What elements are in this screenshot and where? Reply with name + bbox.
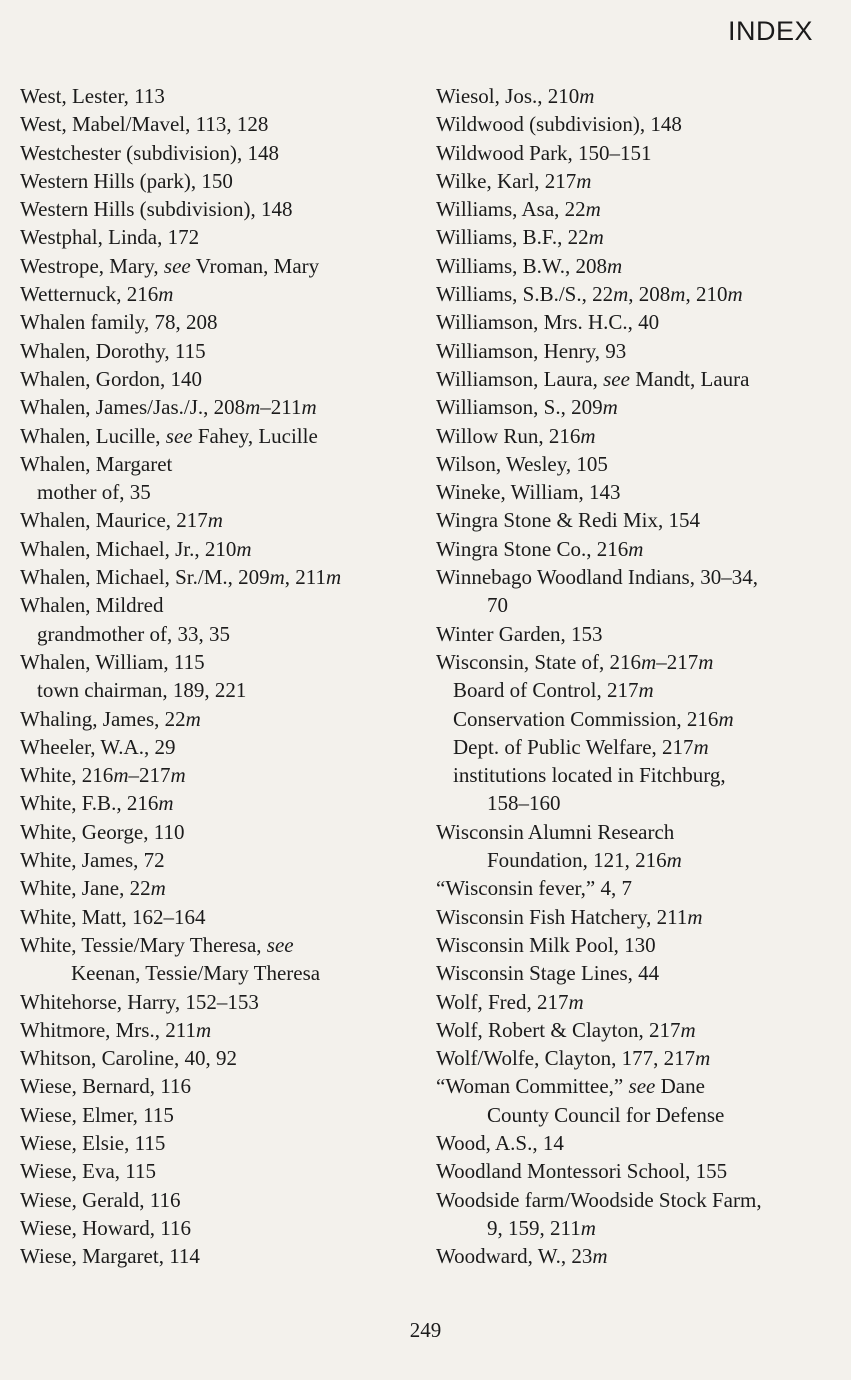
- entry-text: Wiese, Eva, 115: [20, 1159, 156, 1184]
- index-entry: [436, 959, 836, 987]
- italic-text: m: [592, 1244, 608, 1269]
- index-entry: [436, 1157, 836, 1185]
- index-entry: [436, 450, 836, 478]
- index-entry: [20, 874, 420, 902]
- entry-text: Winnebago Woodland Indians, 30–34,: [436, 565, 758, 590]
- entry-text: –217: [128, 763, 171, 788]
- entry-text: Whalen, Mildred: [20, 593, 164, 618]
- entry-text: Wingra Stone & Redi Mix, 154: [436, 508, 700, 533]
- entry-text: White, 216: [20, 763, 114, 788]
- entry-text: Williamson, Henry, 93: [436, 338, 627, 363]
- index-entry: [20, 139, 420, 167]
- entry-text: Whalen, William, 115: [20, 649, 205, 674]
- entry-text: Wisconsin Fish Hatchery, 211: [436, 904, 688, 929]
- index-entry: [436, 393, 836, 421]
- index-entry: [20, 195, 420, 223]
- entry-text: 9, 159, 211: [487, 1215, 581, 1240]
- entry-text: Whaling, James, 22: [20, 706, 186, 731]
- index-column-right: [436, 82, 836, 1270]
- italic-text: m: [580, 1215, 596, 1240]
- index-entry: [436, 1129, 836, 1157]
- italic-text: m: [666, 848, 682, 873]
- index-entry: [20, 82, 420, 110]
- index-entry: [20, 223, 420, 251]
- entry-text: 70: [487, 593, 508, 618]
- index-entry: [436, 365, 836, 393]
- index-entry: [436, 931, 836, 959]
- entry-text: Williamson, Mrs. H.C., 40: [436, 310, 660, 335]
- italic-text: see: [163, 253, 191, 278]
- italic-text: m: [602, 395, 618, 420]
- index-subentry: [436, 705, 836, 733]
- entry-text: Wisconsin Stage Lines, 44: [436, 961, 660, 986]
- index-entry: [20, 252, 420, 280]
- entry-text: White, Jane, 22: [20, 876, 151, 901]
- index-subentry: [436, 846, 836, 874]
- italic-text: m: [568, 989, 584, 1014]
- entry-text: Foundation, 121, 216: [487, 848, 667, 873]
- index-entry: [20, 1016, 420, 1044]
- italic-text: m: [195, 1017, 212, 1042]
- entry-text: grandmother of, 33, 35: [37, 621, 231, 646]
- entry-text: 158–160: [487, 791, 561, 816]
- entry-text: , 208: [628, 282, 671, 307]
- index-entry: [20, 903, 420, 931]
- index-subentry: [436, 676, 836, 704]
- italic-text: m: [326, 565, 342, 590]
- entry-text: Westphal, Linda, 172: [20, 225, 200, 250]
- entry-text: Wilson, Wesley, 105: [436, 451, 608, 476]
- entry-text: Wiese, Elsie, 115: [20, 1130, 166, 1155]
- index-subentry: [436, 789, 836, 817]
- index-entry: [20, 422, 420, 450]
- italic-text: m: [158, 282, 174, 307]
- entry-text: Western Hills (park), 150: [20, 168, 233, 193]
- italic-text: m: [576, 168, 592, 193]
- entry-text: White, Matt, 162–164: [20, 904, 206, 929]
- index-entry: [20, 1072, 420, 1100]
- index-subentry: [436, 591, 836, 619]
- entry-text: Whitmore, Mrs., 211: [20, 1017, 196, 1042]
- italic-text: m: [579, 84, 595, 108]
- index-entry: [436, 988, 836, 1016]
- italic-text: m: [718, 706, 734, 731]
- index-entry: [20, 1044, 420, 1072]
- entry-text: Whalen, James/Jas./J., 208: [20, 395, 246, 420]
- index-entry: [20, 648, 420, 676]
- index-entry: [436, 82, 836, 110]
- entry-text: Whalen family, 78, 208: [20, 310, 218, 335]
- italic-text: m: [687, 904, 703, 929]
- entry-text: Fahey, Lucille: [192, 423, 318, 448]
- index-column-left: [20, 82, 420, 1270]
- index-entry: [20, 1214, 420, 1242]
- index-entry: [436, 1072, 836, 1100]
- index-entry: [20, 308, 420, 336]
- entry-text: White, F.B., 216: [20, 791, 159, 816]
- entry-text: Whalen, Michael, Sr./M., 209: [20, 565, 270, 590]
- index-entry: [436, 478, 836, 506]
- entry-text: Wiese, Margaret, 114: [20, 1244, 200, 1269]
- italic-text: m: [207, 508, 223, 533]
- index-entry: [20, 988, 420, 1016]
- index-entry: [436, 818, 836, 846]
- entry-text: Wiesol, Jos., 210: [436, 84, 580, 108]
- entry-text: Wood, A.S., 14: [436, 1130, 564, 1155]
- index-subentry: [20, 620, 420, 648]
- index-subentry: [436, 733, 836, 761]
- italic-text: see: [603, 366, 630, 391]
- index-entry: [436, 223, 836, 251]
- index-entry: [20, 818, 420, 846]
- entry-text: Whalen, Lucille,: [20, 423, 166, 448]
- italic-text: m: [727, 282, 743, 307]
- page-header-title: INDEX: [727, 16, 813, 46]
- entry-text: County Council for Defense: [487, 1102, 725, 1127]
- entry-text: institutions located in Fitchburg,: [453, 763, 726, 788]
- entry-text: Board of Control, 217: [453, 678, 639, 703]
- entry-text: Wisconsin Milk Pool, 130: [436, 932, 656, 957]
- entry-text: , 210: [685, 282, 728, 307]
- index-entry: [436, 535, 836, 563]
- italic-text: see: [266, 932, 294, 957]
- entry-text: Wiese, Bernard, 116: [20, 1074, 191, 1099]
- entry-text: town chairman, 189, 221: [37, 678, 247, 703]
- index-entry: [436, 1044, 836, 1072]
- italic-text: m: [693, 734, 709, 759]
- entry-text: Wolf, Robert & Clayton, 217: [436, 1017, 681, 1042]
- entry-text: West, Lester, 113: [20, 84, 165, 108]
- index-entry: [20, 733, 420, 761]
- index-entry: [20, 931, 420, 959]
- index-entry: [436, 139, 836, 167]
- index-entry: [436, 167, 836, 195]
- entry-text: Williams, B.F., 22: [436, 225, 589, 250]
- index-entry: [436, 252, 836, 280]
- italic-text: m: [588, 225, 604, 250]
- italic-text: m: [580, 423, 596, 448]
- index-entry: [20, 167, 420, 195]
- entry-text: Westrope, Mary,: [20, 253, 164, 278]
- index-entry: [20, 280, 420, 308]
- index-entry: [436, 422, 836, 450]
- italic-text: m: [641, 649, 657, 674]
- entry-text: Wilke, Karl, 217: [436, 168, 577, 193]
- index-entry: [20, 761, 420, 789]
- entry-text: Wetternuck, 216: [20, 282, 159, 307]
- italic-text: m: [150, 876, 166, 901]
- italic-text: m: [670, 282, 686, 307]
- index-entry: [20, 1129, 420, 1157]
- entry-text: Whitehorse, Harry, 152–153: [20, 989, 259, 1014]
- entry-text: Vroman, Mary: [190, 253, 320, 278]
- entry-text: White, James, 72: [20, 848, 165, 873]
- entry-text: Wineke, William, 143: [436, 480, 621, 505]
- index-entry: [436, 1186, 836, 1214]
- entry-text: Westchester (subdivision), 148: [20, 140, 280, 165]
- entry-text: Wildwood Park, 150–151: [436, 140, 652, 165]
- index-entry: [436, 308, 836, 336]
- index-entry: [20, 789, 420, 817]
- index-entry: [436, 620, 836, 648]
- entry-text: Williams, S.B./S., 22: [436, 282, 614, 307]
- entry-text: “Wisconsin fever,” 4, 7: [436, 876, 632, 901]
- italic-text: m: [613, 282, 629, 307]
- index-entry: [20, 337, 420, 365]
- index-entry: [20, 846, 420, 874]
- entry-text: Wildwood (subdivision), 148: [436, 112, 682, 137]
- index-subentry: [436, 761, 836, 789]
- entry-text: Wiese, Gerald, 116: [20, 1187, 181, 1212]
- index-entry: [436, 337, 836, 365]
- index-entry: [436, 563, 836, 591]
- entry-text: Woodland Montessori School, 155: [436, 1159, 728, 1184]
- italic-text: m: [301, 395, 317, 420]
- index-entry: [20, 393, 420, 421]
- entry-text: Wheeler, W.A., 29: [20, 734, 176, 759]
- entry-text: Wisconsin, State of, 216: [436, 649, 642, 674]
- italic-text: m: [170, 763, 186, 788]
- index-entry: [436, 903, 836, 931]
- index-entry: [20, 563, 420, 591]
- entry-text: Wolf, Fred, 217: [436, 989, 569, 1014]
- entry-text: –211: [260, 395, 302, 420]
- index-entry: [20, 506, 420, 534]
- entry-text: White, George, 110: [20, 819, 185, 844]
- entry-text: Woodside farm/Woodside Stock Farm,: [436, 1187, 762, 1212]
- entry-text: White, Tessie/Mary Theresa,: [20, 932, 267, 957]
- index-subentry: [436, 1214, 836, 1242]
- index-entry: [436, 648, 836, 676]
- entry-text: Western Hills (subdivision), 148: [20, 197, 293, 222]
- entry-text: Whalen, Gordon, 140: [20, 366, 202, 391]
- entry-text: Dept. of Public Welfare, 217: [453, 734, 694, 759]
- index-entry: [20, 535, 420, 563]
- entry-text: Williamson, S., 209: [436, 395, 603, 420]
- italic-text: m: [695, 1046, 711, 1071]
- entry-text: “Woman Committee,”: [436, 1074, 629, 1099]
- index-subentry: [20, 676, 420, 704]
- entry-text: Conservation Commission, 216: [453, 706, 719, 731]
- index-entry: [20, 110, 420, 138]
- index-entry: [436, 195, 836, 223]
- index-entry: [436, 110, 836, 138]
- entry-text: Willow Run, 216: [436, 423, 581, 448]
- entry-text: Whalen, Maurice, 217: [20, 508, 208, 533]
- entry-text: Whalen, Margaret: [20, 451, 173, 476]
- entry-text: Whitson, Caroline, 40, 92: [20, 1046, 237, 1071]
- index-entry: [20, 450, 420, 478]
- entry-text: , 211: [284, 565, 327, 590]
- entry-text: Whalen, Michael, Jr., 210: [20, 536, 237, 561]
- index-entry: [436, 280, 836, 308]
- index-entry: [436, 1242, 836, 1270]
- index-subentry: [20, 478, 420, 506]
- entry-text: Woodward, W., 23: [436, 1244, 593, 1269]
- italic-text: see: [165, 423, 193, 448]
- italic-text: m: [585, 197, 601, 222]
- italic-text: m: [269, 565, 285, 590]
- entry-text: Wolf/Wolfe, Clayton, 177, 217: [436, 1046, 696, 1071]
- italic-text: m: [158, 791, 174, 816]
- index-entry: [20, 591, 420, 619]
- entry-text: Mandt, Laura: [629, 366, 750, 391]
- index-entry: [20, 1101, 420, 1129]
- entry-text: –217: [656, 649, 699, 674]
- italic-text: m: [607, 253, 623, 278]
- index-entry: [20, 1186, 420, 1214]
- italic-text: m: [236, 536, 252, 561]
- index-entry: [20, 705, 420, 733]
- entry-text: Williams, Asa, 22: [436, 197, 586, 222]
- entry-text: Wingra Stone Co., 216: [436, 536, 629, 561]
- index-entry: [20, 1242, 420, 1270]
- entry-text: Keenan, Tessie/Mary Theresa: [71, 961, 321, 986]
- entry-text: Williams, B.W., 208: [436, 253, 608, 278]
- index-entry: [20, 1157, 420, 1185]
- italic-text: m: [245, 395, 261, 420]
- entry-text: Whalen, Dorothy, 115: [20, 338, 206, 363]
- entry-text: Wiese, Elmer, 115: [20, 1102, 174, 1127]
- italic-text: m: [638, 678, 654, 703]
- italic-text: m: [628, 536, 644, 561]
- entry-text: Wiese, Howard, 116: [20, 1215, 191, 1240]
- entry-text: West, Mabel/Mavel, 113, 128: [20, 112, 269, 137]
- italic-text: m: [680, 1017, 696, 1042]
- index-entry: [20, 365, 420, 393]
- italic-text: m: [185, 706, 201, 731]
- page-number: 249: [409, 1318, 442, 1342]
- index-entry: [436, 506, 836, 534]
- entry-text: Williamson, Laura,: [436, 366, 604, 391]
- italic-text: m: [113, 763, 129, 788]
- italic-text: see: [628, 1074, 656, 1099]
- index-subentry: [20, 959, 420, 987]
- index-subentry: [436, 1101, 836, 1129]
- italic-text: m: [698, 649, 714, 674]
- index-entry: [436, 874, 836, 902]
- entry-text: Wisconsin Alumni Research: [436, 819, 675, 844]
- index-entry: [436, 1016, 836, 1044]
- entry-text: Dane: [655, 1074, 705, 1099]
- entry-text: mother of, 35: [37, 480, 151, 505]
- entry-text: Winter Garden, 153: [436, 621, 603, 646]
